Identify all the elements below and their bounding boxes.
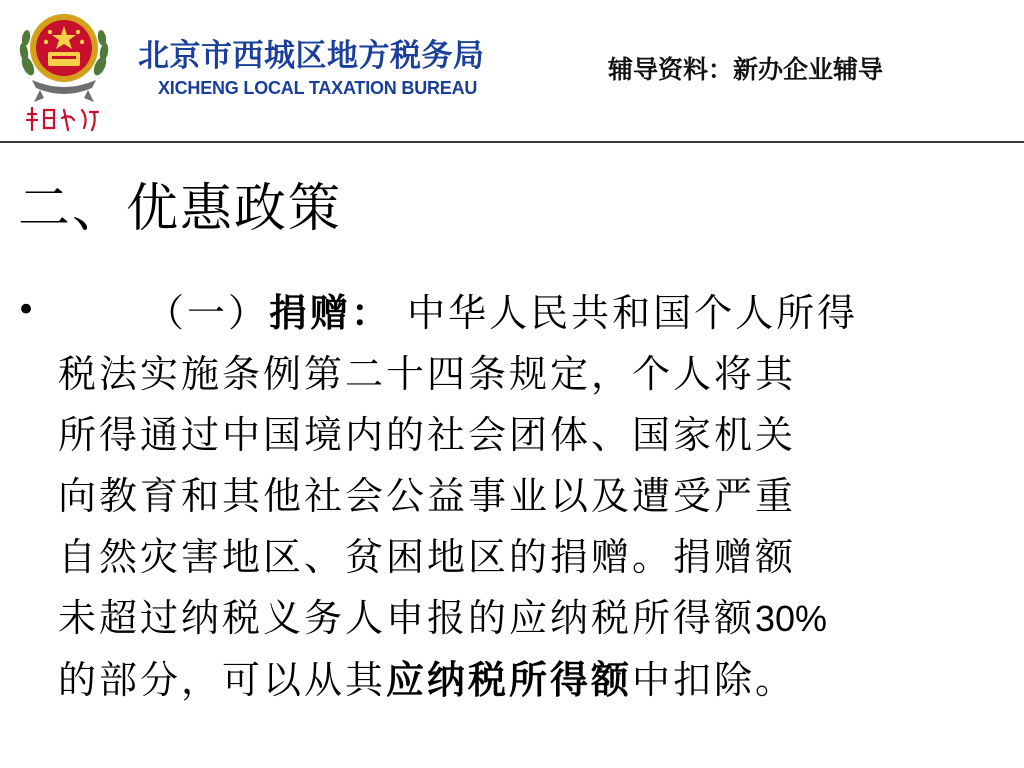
bureau-name-en: XICHENG LOCAL TAXATION BUREAU — [158, 78, 478, 98]
bureau-name-cn: 北京市西城区地方税务局 — [138, 38, 485, 74]
paragraph-line-5: 自然灾害地区、贫困地区的捐赠。捐赠额 — [58, 535, 797, 579]
paragraph-line-7-end: 中扣除。 — [632, 658, 797, 702]
percentage-value: 30% — [755, 598, 828, 639]
header-divider — [0, 141, 1024, 143]
highlight-term: 应纳税所得额 — [386, 657, 633, 702]
tax-emblem-logo — [14, 6, 114, 134]
guide-label: 辅导资料：新办企业辅导 — [608, 55, 884, 84]
paragraph-line-3: 所得通过中国境内的社会团体、国家机关 — [58, 413, 797, 457]
policy-paragraph — [58, 282, 1008, 711]
paragraph-line-2: 税法实施条例第二十四条规定，个人将其 — [58, 352, 797, 396]
paragraph-line-7: 的部分，可以从其 — [58, 658, 387, 702]
bullet-marker: • — [16, 290, 37, 330]
item-prefix: （一） — [146, 291, 270, 335]
paragraph-line-6: 未超过纳税义务人申报的应纳税所得额 — [58, 596, 756, 640]
paragraph-line-1: 中华人民共和国个人所得 — [407, 291, 859, 335]
paragraph-line-4: 向教育和其他社会公益事业以及遭受严重 — [58, 474, 797, 518]
slide-header — [0, 0, 1024, 142]
item-label: 捐赠： — [269, 290, 393, 335]
slide-title: 二、优惠政策 — [18, 179, 343, 239]
